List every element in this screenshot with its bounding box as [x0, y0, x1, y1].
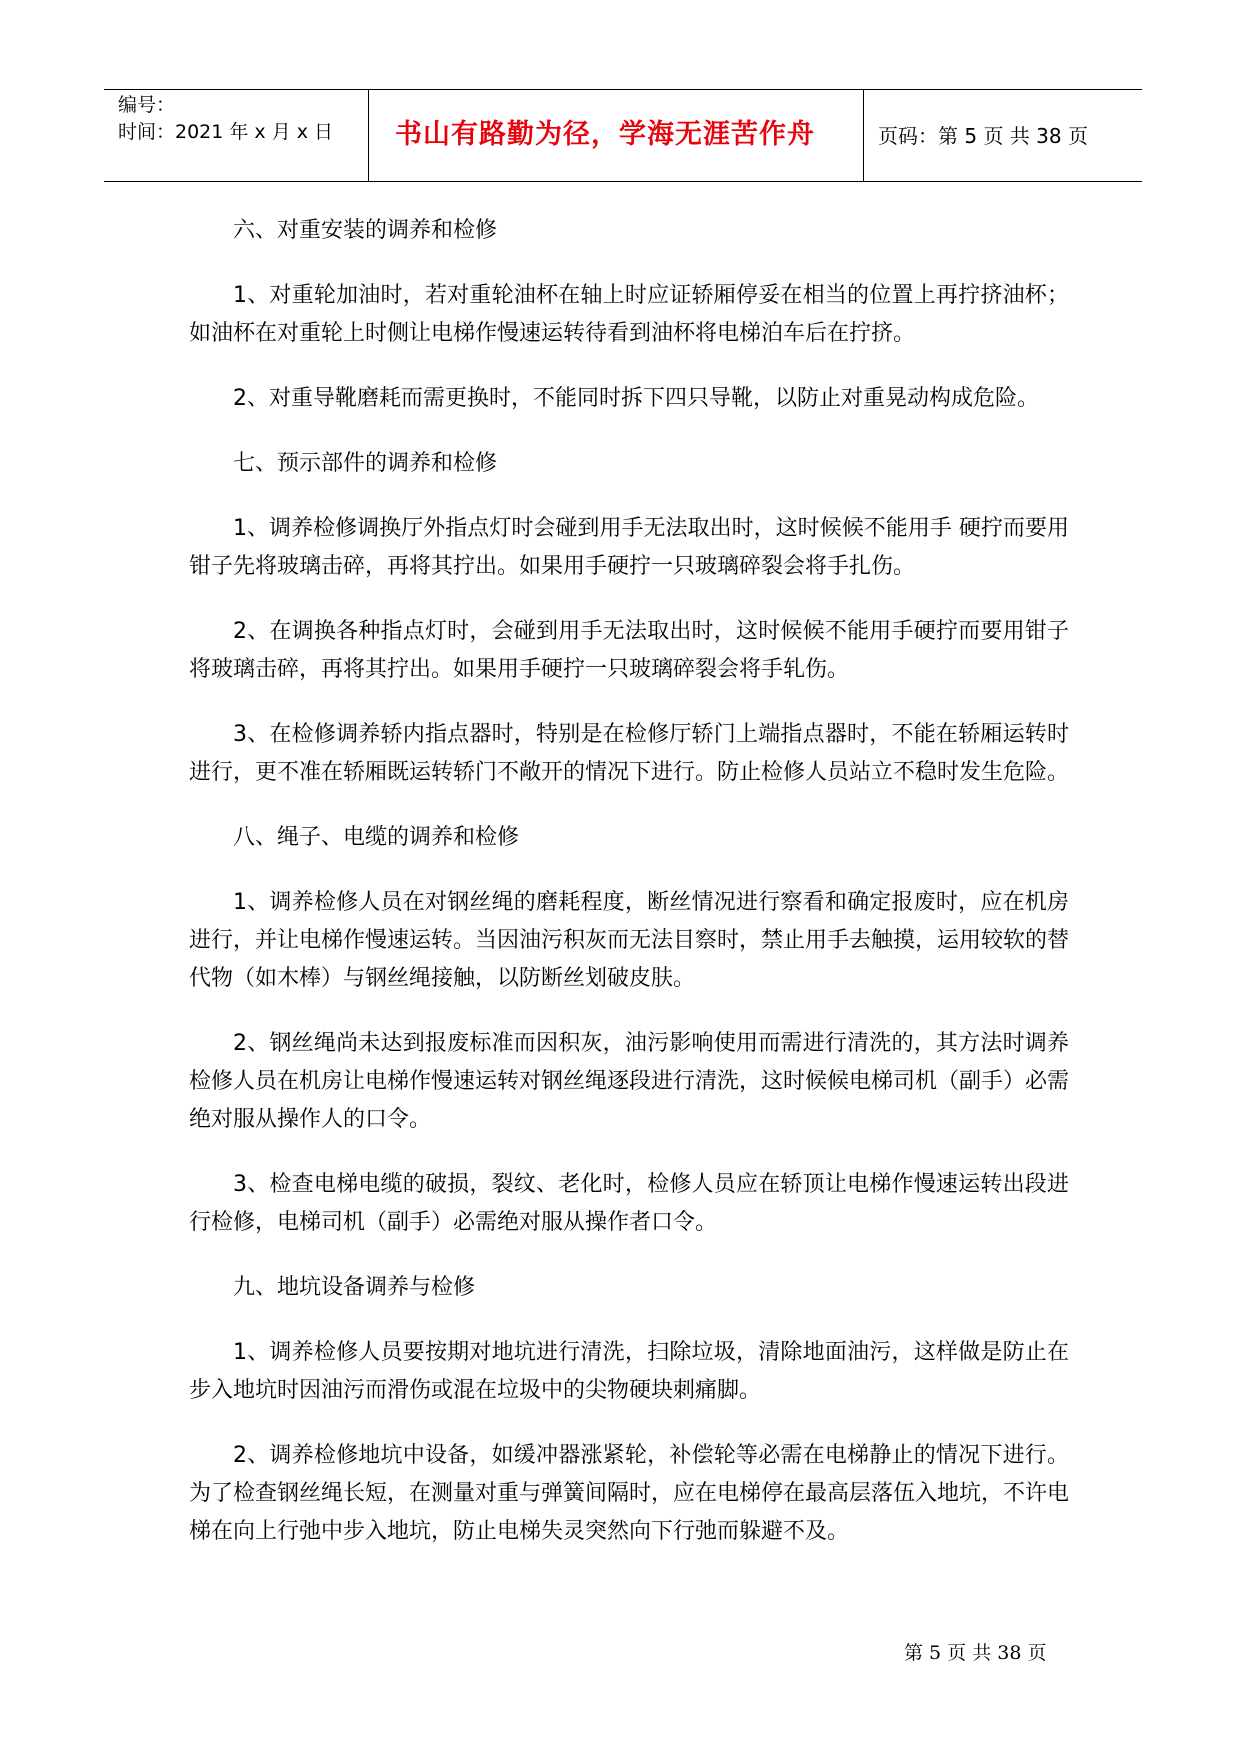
section-heading: 六、对重安装的调养和检修	[233, 218, 498, 243]
document-time-label: 时间：2021 年 x 月 x 日	[118, 121, 334, 143]
body-paragraph: 1、调养检修人员在对钢丝绳的磨耗程度，断丝情况进行察看和确定报废时，应在机房进行，并让电梯作慢速运转。当因油污积灰而无法目察时，禁止用手去触摸，运用较软的替代物（如木棒）与钢丝绳接触，以防断丝划破皮肤。	[189, 890, 1070, 991]
header-motto: 书山有路勤为径，学海无涯苦作舟	[395, 119, 815, 150]
document-body	[189, 212, 1069, 1551]
section-heading: 七、预示部件的调养和检修	[233, 451, 498, 476]
body-paragraph: 3、检查电梯电缆的破损，裂纹、老化时，检修人员应在轿顶让电梯作慢速运转出段进行检修，电梯司机（副手）必需绝对服从操作者口令。	[189, 1172, 1069, 1235]
body-paragraph: 1、调养检修人员要按期对地坑进行清洗，扫除垃圾，清除地面油污，这样做是防止在步入地坑时因油污而滑伤或混在垃圾中的尖物硬块刺痛脚。	[189, 1340, 1069, 1403]
header-page-cell	[864, 90, 1142, 181]
section-heading: 八、绳子、电缆的调养和检修	[233, 825, 520, 850]
document-header	[104, 89, 1142, 182]
body-paragraph: 1、对重轮加油时，若对重轮油杯在轴上时应证轿厢停妥在相当的位置上再拧挤油杯；如油杯在对重轮上时侧让电梯作慢速运转待看到油杯将电梯泊车后在拧挤。	[189, 283, 1069, 346]
header-page-number: 页码：第 5 页 共 38 页	[878, 124, 1088, 148]
body-paragraph: 2、调养检修地坑中设备，如缓冲器涨紧轮，补偿轮等必需在电梯静止的情况下进行。为了检查钢丝绳长短，在测量对重与弹簧间隔时，应在电梯停在最高层落伍入地坑，不许电梯在向上行弛中步入地坑，防止电梯失灵突然向下行弛而躲避不及。	[189, 1443, 1070, 1544]
document-code-label: 编号：	[118, 94, 176, 116]
section-heading: 九、地坑设备调养与检修	[233, 1275, 476, 1300]
header-motto-cell	[369, 90, 864, 181]
page-footer: 第 5 页 共 38 页	[904, 1642, 1047, 1664]
body-paragraph: 1、调养检修调换厅外指点灯时会碰到用手无法取出时，这时候候不能用手 硬拧而要用钳子先将玻璃击碎，再将其拧出。如果用手硬拧一只玻璃碎裂会将手扎伤。	[189, 516, 1069, 579]
body-paragraph: 3、在检修调养轿内指点器时，特别是在检修厅轿门上端指点器时，不能在轿厢运转时进行，更不准在轿厢既运转轿门不敞开的情况下进行。防止检修人员站立不稳时发生危险。	[189, 722, 1070, 785]
body-paragraph: 2、在调换各种指点灯时，会碰到用手无法取出时，这时候候不能用手硬拧而要用钳子将玻璃击碎，再将其拧出。如果用手硬拧一只玻璃碎裂会将手轧伤。	[189, 619, 1069, 682]
body-paragraph: 2、钢丝绳尚未达到报废标准而因积灰，油污影响使用而需进行清洗的，其方法时调养检修人员在机房让电梯作慢速运转对钢丝绳逐段进行清洗，这时候候电梯司机（副手）必需绝对服从操作人的口令。	[189, 1031, 1070, 1132]
body-paragraph: 2、对重导靴磨耗而需更换时，不能同时拆下四只导靴，以防止对重晃动构成危险。	[233, 386, 1039, 411]
header-info-cell	[104, 90, 369, 181]
